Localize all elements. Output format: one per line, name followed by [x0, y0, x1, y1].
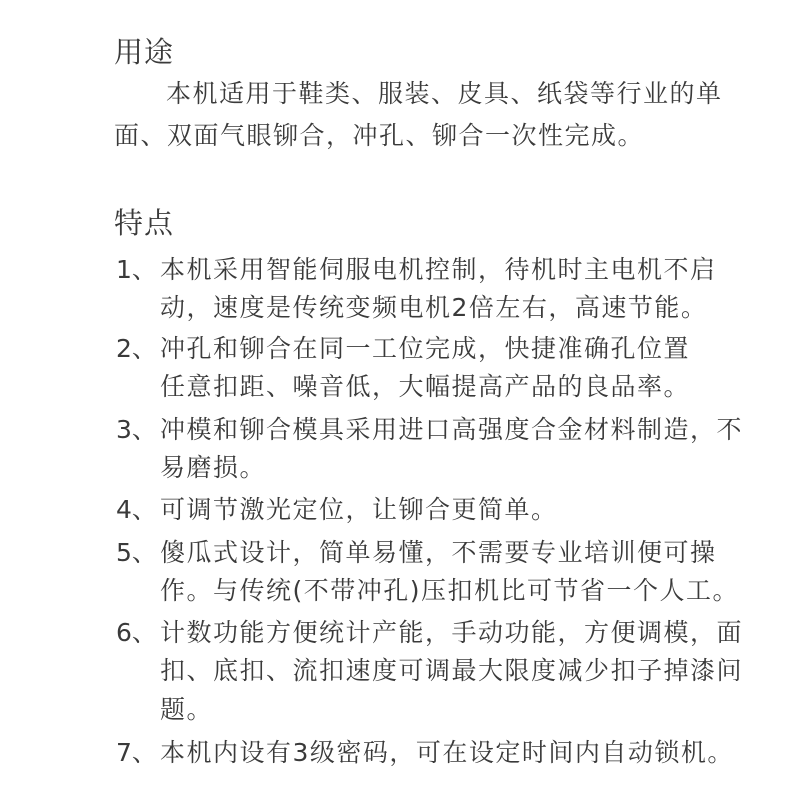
feature-number: 6、	[116, 618, 157, 647]
feature-line: 易磨损。	[160, 453, 267, 482]
feature-line: 本机采用智能伺服电机控制，待机时主电机不启	[160, 255, 717, 284]
features-heading: 特点	[114, 206, 175, 240]
feature-number: 3、	[116, 415, 157, 444]
feature-line: 扣、底扣、流扣速度可调最大限度减少扣子掉漆问	[160, 656, 744, 685]
feature-number: 7、	[116, 738, 157, 767]
feature-line: 可调节激光定位，让铆合更简单。	[160, 495, 558, 524]
feature-line: 题。	[160, 695, 214, 724]
feature-line: 本机内设有3级密码，可在设定时间内自动锁机。	[160, 738, 734, 767]
feature-number: 2、	[116, 334, 157, 363]
feature-line: 作。与传统(不带冲孔)压扣机比可节省一个人工。	[160, 576, 740, 605]
feature-line: 计数功能方便统计产能，手动功能，方便调模，面	[160, 618, 744, 647]
feature-number: 4、	[116, 495, 157, 524]
feature-line: 冲孔和铆合在同一工位完成，快捷准确孔位置	[160, 334, 691, 363]
feature-line: 冲模和铆合模具采用进口高强度合金材料制造，不	[160, 415, 744, 444]
feature-number: 5、	[116, 538, 157, 567]
feature-line: 动，速度是传统变频电机2倍左右，高速节能。	[160, 293, 708, 322]
usage-line: 本机适用于鞋类、服装、皮具、纸袋等行业的单	[166, 79, 723, 108]
usage-line: 面、双面气眼铆合，冲孔、铆合一次性完成。	[114, 121, 645, 150]
feature-line: 傻瓜式设计，简单易懂，不需要专业培训便可操	[160, 538, 717, 567]
feature-line: 任意扣距、噪音低，大幅提高产品的良品率。	[160, 372, 691, 401]
usage-heading: 用途	[114, 35, 175, 69]
feature-number: 1、	[116, 255, 157, 284]
